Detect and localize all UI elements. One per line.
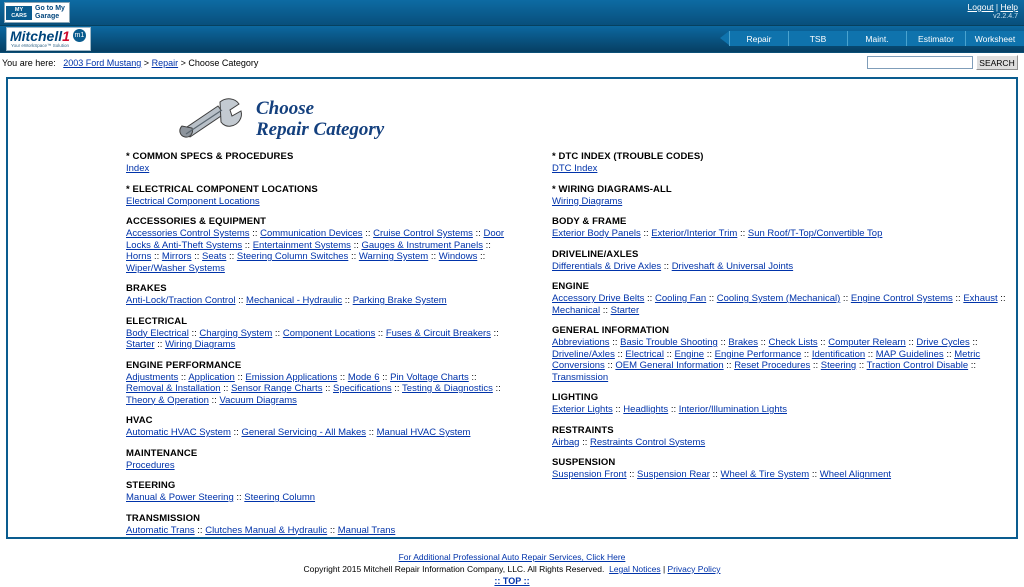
category-link[interactable]: Seats	[202, 251, 227, 262]
category-link[interactable]: Differentials & Drive Axles	[552, 260, 662, 272]
category-link[interactable]: Clutches Manual & Hydraulic	[205, 524, 328, 536]
breadcrumb-sep-1: >	[143, 58, 150, 68]
category-link[interactable]: Pin Voltage Charts	[390, 371, 469, 383]
category-group	[552, 281, 1006, 316]
go-to-my-garage-label: Go to My Garage	[35, 4, 65, 20]
category-link[interactable]: Driveshaft & Universal Joints	[671, 260, 794, 272]
link-separator: ::	[272, 327, 283, 339]
category-group	[126, 184, 512, 208]
category-link[interactable]: Reset Procedures	[734, 360, 811, 371]
category-link[interactable]: Charging System	[199, 327, 273, 339]
category-group-heading: GENERAL INFORMATION	[552, 325, 670, 336]
category-link[interactable]: Testing & Diagnostics	[402, 383, 493, 394]
category-group-heading: BODY & FRAME	[552, 216, 627, 227]
category-link[interactable]: Mechanical - Hydraulic	[246, 295, 343, 306]
link-separator: ::	[997, 293, 1006, 304]
category-link[interactable]: OEM General Information	[615, 360, 724, 371]
category-link[interactable]: Specifications	[333, 383, 392, 394]
link-separator: ::	[943, 348, 955, 360]
link-separator: ::	[366, 427, 377, 438]
breadcrumb-prefix: You are here:	[2, 58, 56, 68]
category-link-list	[552, 469, 1006, 481]
category-group-heading: STEERING	[126, 480, 176, 491]
link-separator: ::	[233, 492, 245, 503]
logo-text-one: 1	[62, 28, 70, 44]
category-link[interactable]: Starter	[126, 339, 155, 350]
category-link[interactable]: Procedures	[126, 459, 175, 471]
help-link[interactable]: Help	[1000, 2, 1018, 12]
category-link[interactable]: Airbag	[552, 436, 580, 448]
category-group	[552, 425, 1006, 449]
link-separator: ::	[468, 371, 477, 383]
link-separator: ::	[428, 251, 439, 262]
category-link[interactable]: Steering Column	[244, 492, 316, 503]
category-group	[126, 151, 512, 175]
category-group-heading: TRANSMISSION	[126, 512, 201, 524]
category-link[interactable]: Metric Conversions	[552, 348, 981, 371]
category-group	[126, 316, 512, 351]
link-separator: ::	[477, 251, 486, 262]
category-link[interactable]: Door Locks & Anti-Theft Systems	[126, 228, 505, 251]
category-group-heading: LIGHTING	[552, 392, 599, 403]
main-panel	[6, 77, 1018, 586]
category-link[interactable]: Engine Control Systems	[850, 293, 953, 304]
privacy-policy-link[interactable]: Privacy Policy	[667, 564, 721, 574]
link-separator: ::	[704, 348, 715, 360]
search-input[interactable]	[867, 56, 973, 69]
back-to-top-link[interactable]: :: TOP ::	[494, 576, 530, 586]
tab-repair[interactable]: Repair	[729, 31, 788, 46]
professional-services-link[interactable]: For Additional Professional Auto Repair Services, Click Here	[398, 552, 626, 562]
category-link[interactable]: DTC Index	[552, 163, 598, 174]
link-separator: ::	[600, 304, 611, 316]
category-link[interactable]: Exterior Body Panels	[552, 228, 641, 239]
category-link[interactable]: Horns	[126, 251, 152, 262]
link-separator: ::	[717, 337, 729, 348]
category-link[interactable]: Body Electrical	[126, 327, 189, 339]
category-link[interactable]: Manual Trans	[337, 524, 396, 536]
category-link[interactable]: Wiring Diagrams	[165, 339, 236, 350]
link-separator: ::	[242, 239, 253, 251]
category-link[interactable]: Automatic Trans	[126, 524, 195, 536]
link-separator: ::	[640, 228, 652, 239]
category-link[interactable]: Suspension Front	[552, 469, 627, 480]
link-separator: ::	[375, 327, 386, 339]
link-separator: ::	[817, 337, 829, 348]
category-group	[552, 457, 1006, 481]
link-separator: ::	[234, 371, 246, 383]
link-separator: ::	[490, 327, 499, 339]
category-link[interactable]: Basic Trouble Shooting	[620, 337, 718, 348]
category-group-heading: * COMMON SPECS & PROCEDURES	[126, 151, 294, 162]
wrench-icon	[178, 96, 250, 142]
tab-estimator[interactable]: Estimator	[906, 31, 965, 46]
category-link[interactable]: Suspension Rear	[637, 469, 710, 480]
logo-nav-band	[0, 26, 1024, 53]
category-group-heading: SUSPENSION	[552, 457, 616, 468]
link-separator: |	[995, 2, 999, 12]
category-link-list	[552, 337, 1006, 383]
category-group	[126, 480, 512, 504]
category-link[interactable]: Interior/Illumination Lights	[678, 404, 787, 415]
category-link-list	[126, 163, 512, 175]
category-link[interactable]: Fuses & Circuit Breakers	[385, 327, 491, 339]
link-separator: ::	[178, 371, 189, 383]
category-link[interactable]: Windows	[438, 251, 478, 262]
logo-tagline: Your eWorkSpace™ Solution	[11, 43, 70, 48]
category-link[interactable]: Cooling System (Mechanical)	[716, 293, 841, 304]
link-separator: ::	[482, 239, 491, 251]
link-separator: ::	[322, 383, 334, 394]
category-group-heading: ENGINE	[552, 281, 590, 292]
category-link-list	[126, 196, 512, 208]
link-separator: ::	[249, 228, 261, 239]
link-separator: ::	[194, 524, 206, 536]
category-group-heading: MAINTENANCE	[126, 447, 198, 459]
category-group	[126, 283, 512, 307]
category-link-list	[552, 404, 1006, 416]
category-group	[552, 184, 1006, 208]
link-separator: ::	[337, 371, 348, 383]
link-separator: ::	[668, 404, 679, 415]
link-separator: ::	[969, 337, 978, 348]
link-separator: ::	[604, 360, 616, 371]
category-link[interactable]: Parking Brake System	[352, 295, 447, 306]
panel-footer	[18, 551, 1006, 587]
category-group	[126, 216, 512, 274]
search-button[interactable]: SEARCH	[976, 55, 1018, 70]
link-separator: ::	[609, 337, 621, 348]
right-column	[512, 151, 1006, 545]
logout-link[interactable]: Logout	[967, 2, 994, 12]
category-link-list	[552, 293, 1006, 316]
category-link[interactable]: Removal & Installation	[126, 383, 221, 394]
my-cars-garage-button[interactable]	[4, 2, 70, 23]
category-link-list	[552, 228, 1006, 240]
top-bar	[0, 0, 1024, 26]
category-link[interactable]: Adjustments	[126, 371, 179, 383]
category-link[interactable]: Mechanical	[552, 304, 601, 316]
category-link-list	[126, 460, 512, 472]
category-link[interactable]: Emission Applications	[245, 371, 338, 383]
category-link[interactable]: Wiper/Washer Systems	[126, 262, 225, 274]
category-group-heading: ACCESSORIES & EQUIPMENT	[126, 216, 267, 227]
copyright-text: Copyright 2015 Mitchell Repair Information Company, LLC. All Rights Reserved.	[303, 564, 605, 574]
category-link-list	[552, 261, 1006, 273]
category-link[interactable]: Check Lists	[768, 337, 818, 348]
breadcrumb-repair-link[interactable]: Repair	[151, 58, 179, 68]
category-group	[126, 415, 512, 439]
link-separator: ::	[350, 239, 362, 251]
link-separator: ::	[626, 469, 638, 480]
link-separator: ::	[208, 394, 220, 406]
category-link[interactable]: Headlights	[623, 404, 669, 415]
category-link[interactable]: Electrical Component Locations	[126, 195, 260, 207]
link-separator: ::	[220, 383, 232, 394]
link-separator: ::	[905, 337, 917, 348]
category-link-list	[126, 372, 512, 407]
link-separator: ::	[226, 251, 237, 262]
main-nav-tabs	[720, 31, 1024, 53]
breadcrumb-current: Choose Category	[188, 58, 259, 68]
link-separator: ::	[757, 337, 769, 348]
link-separator: ::	[661, 260, 672, 272]
category-group-heading: * DTC INDEX (TROUBLE CODES)	[552, 151, 704, 162]
my-cars-label: MY CARS	[6, 6, 32, 20]
category-link[interactable]: Theory & Operation	[126, 394, 209, 406]
category-link[interactable]: Mode 6	[347, 371, 380, 383]
footer-sep: |	[662, 564, 666, 574]
category-link[interactable]: Restraints Control Systems	[590, 436, 706, 448]
category-link[interactable]: Accessories Control Systems	[126, 228, 250, 239]
category-link[interactable]: Computer Relearn	[828, 337, 906, 348]
category-link[interactable]: Application	[188, 371, 235, 383]
category-group-heading: BRAKES	[126, 283, 167, 294]
category-link-list	[126, 328, 512, 351]
breadcrumb	[0, 53, 1024, 75]
link-separator: ::	[327, 524, 338, 536]
link-separator: ::	[612, 404, 624, 415]
category-link[interactable]: Mirrors	[161, 251, 192, 262]
category-group-heading: HVAC	[126, 415, 153, 426]
category-group-heading: * WIRING DIAGRAMS-ALL	[552, 183, 672, 195]
category-group-heading: RESTRAINTS	[552, 424, 614, 436]
category-link-list	[552, 437, 1006, 449]
category-link[interactable]: MAP Guidelines	[875, 348, 944, 360]
link-separator: ::	[856, 360, 867, 371]
tab-worksheet[interactable]: Worksheet	[965, 31, 1024, 46]
link-separator: ::	[809, 469, 820, 480]
legal-notices-link[interactable]: Legal Notices	[609, 564, 661, 574]
category-link[interactable]: Exterior Lights	[552, 404, 613, 415]
category-link[interactable]: Traction Control Disable	[866, 360, 969, 371]
category-link-list	[126, 228, 512, 274]
link-separator: ::	[968, 360, 977, 371]
category-link-list	[552, 163, 1006, 175]
link-separator: ::	[706, 293, 717, 304]
category-link[interactable]: General Servicing - All Makes	[241, 427, 367, 438]
category-group	[126, 448, 512, 472]
category-link[interactable]: Warning System	[358, 251, 429, 262]
link-separator: ::	[151, 251, 162, 262]
category-columns	[18, 151, 1006, 545]
category-link[interactable]: Identification	[811, 348, 866, 360]
category-link[interactable]: Gauges & Instrument Panels	[361, 239, 483, 251]
link-separator: ::	[191, 251, 203, 262]
link-separator: ::	[391, 383, 403, 394]
link-separator: ::	[614, 348, 626, 360]
breadcrumb-vehicle-link[interactable]: 2003 Ford Mustang	[63, 58, 142, 68]
search-area	[867, 55, 1018, 70]
category-link[interactable]: Electrical	[625, 348, 664, 360]
link-separator: ::	[188, 327, 200, 339]
link-separator: ::	[801, 348, 812, 360]
category-link[interactable]: Wiring Diagrams	[552, 195, 623, 207]
link-separator: ::	[492, 383, 501, 394]
category-link[interactable]: Drive Cycles	[916, 337, 970, 348]
link-separator: ::	[348, 251, 359, 262]
link-separator: ::	[723, 360, 735, 371]
category-link[interactable]: Driveline/Axles	[552, 348, 615, 360]
version-label: v2.2.4.7	[993, 13, 1018, 20]
link-separator: ::	[230, 427, 242, 438]
category-link[interactable]: Automatic HVAC System	[126, 427, 231, 438]
category-group-heading: DRIVELINE/AXLES	[552, 248, 639, 260]
breadcrumb-sep-2: >	[180, 58, 186, 68]
link-separator: ::	[154, 339, 166, 350]
category-link-list	[552, 196, 1006, 208]
category-link[interactable]: Engine Performance	[714, 348, 802, 360]
category-group-heading: ENGINE PERFORMANCE	[126, 359, 242, 371]
category-link-list	[126, 295, 512, 307]
category-group	[126, 360, 512, 407]
category-link[interactable]: Cooling Fan	[654, 293, 707, 304]
link-separator: ::	[379, 371, 391, 383]
category-link[interactable]: Abbreviations	[552, 337, 610, 348]
category-group-heading: ELECTRICAL	[126, 315, 188, 327]
link-separator: ::	[865, 348, 876, 360]
link-separator: ::	[472, 228, 484, 239]
link-separator: ::	[362, 228, 374, 239]
link-separator: ::	[709, 469, 721, 480]
category-link[interactable]: Sensor Range Charts	[231, 383, 323, 394]
page-title: Choose Repair Category	[256, 98, 385, 140]
link-separator: ::	[342, 295, 353, 306]
link-separator: ::	[663, 348, 675, 360]
link-separator: ::	[644, 293, 655, 304]
category-link[interactable]: Transmission	[552, 371, 609, 383]
category-group	[552, 325, 1006, 383]
link-separator: ::	[952, 293, 964, 304]
tab-maint[interactable]: Maint.	[847, 31, 906, 46]
link-separator: ::	[810, 360, 821, 371]
category-link[interactable]: Steering	[820, 360, 857, 371]
category-group	[552, 216, 1006, 240]
link-separator: ::	[235, 295, 247, 306]
top-right-links	[968, 2, 1018, 22]
link-separator: ::	[579, 436, 591, 448]
category-link[interactable]: Communication Devices	[260, 228, 363, 239]
category-link[interactable]: Vacuum Diagrams	[219, 394, 297, 406]
left-column	[18, 151, 512, 545]
page-title-block	[178, 93, 1006, 145]
category-link[interactable]: Starter	[610, 304, 640, 316]
category-link[interactable]: Sun Roof/T-Top/Convertible Top	[747, 228, 883, 239]
category-group	[552, 151, 1006, 175]
mitchell1-logo[interactable]	[6, 27, 91, 51]
tab-tsb[interactable]: TSB	[788, 31, 847, 46]
category-link[interactable]: Manual & Power Steering	[126, 492, 234, 503]
category-link-list	[126, 525, 512, 537]
category-link[interactable]: Exhaust	[963, 293, 998, 304]
link-separator: ::	[840, 293, 851, 304]
category-link[interactable]: Steering Column Switches	[236, 251, 349, 262]
category-link[interactable]: Accessory Drive Belts	[552, 293, 645, 304]
category-link[interactable]: Engine	[674, 348, 705, 360]
category-link[interactable]: Anti-Lock/Traction Control	[126, 295, 236, 306]
logo-text-mitchell: Mitchell	[10, 28, 63, 44]
category-group	[552, 249, 1006, 273]
category-link[interactable]: Index	[126, 163, 150, 174]
link-separator: ::	[737, 228, 748, 239]
category-link[interactable]: Exterior/Interior Trim	[651, 228, 738, 239]
category-link[interactable]: Brakes	[728, 337, 758, 348]
category-link[interactable]: Wheel & Tire System	[720, 469, 810, 480]
category-link[interactable]: Manual HVAC System	[376, 427, 471, 438]
category-link[interactable]: Wheel Alignment	[819, 469, 892, 480]
category-link-list	[126, 427, 512, 439]
category-link-list	[126, 492, 512, 504]
category-link[interactable]: Component Locations	[282, 327, 376, 339]
nav-arrow-icon	[720, 31, 729, 45]
logo-circle-icon: m1	[73, 29, 86, 42]
category-link[interactable]: Cruise Control Systems	[373, 228, 473, 239]
category-group	[126, 513, 512, 537]
category-group	[552, 392, 1006, 416]
category-group-heading: * ELECTRICAL COMPONENT LOCATIONS	[126, 183, 318, 195]
category-link[interactable]: Entertainment Systems	[252, 239, 351, 251]
